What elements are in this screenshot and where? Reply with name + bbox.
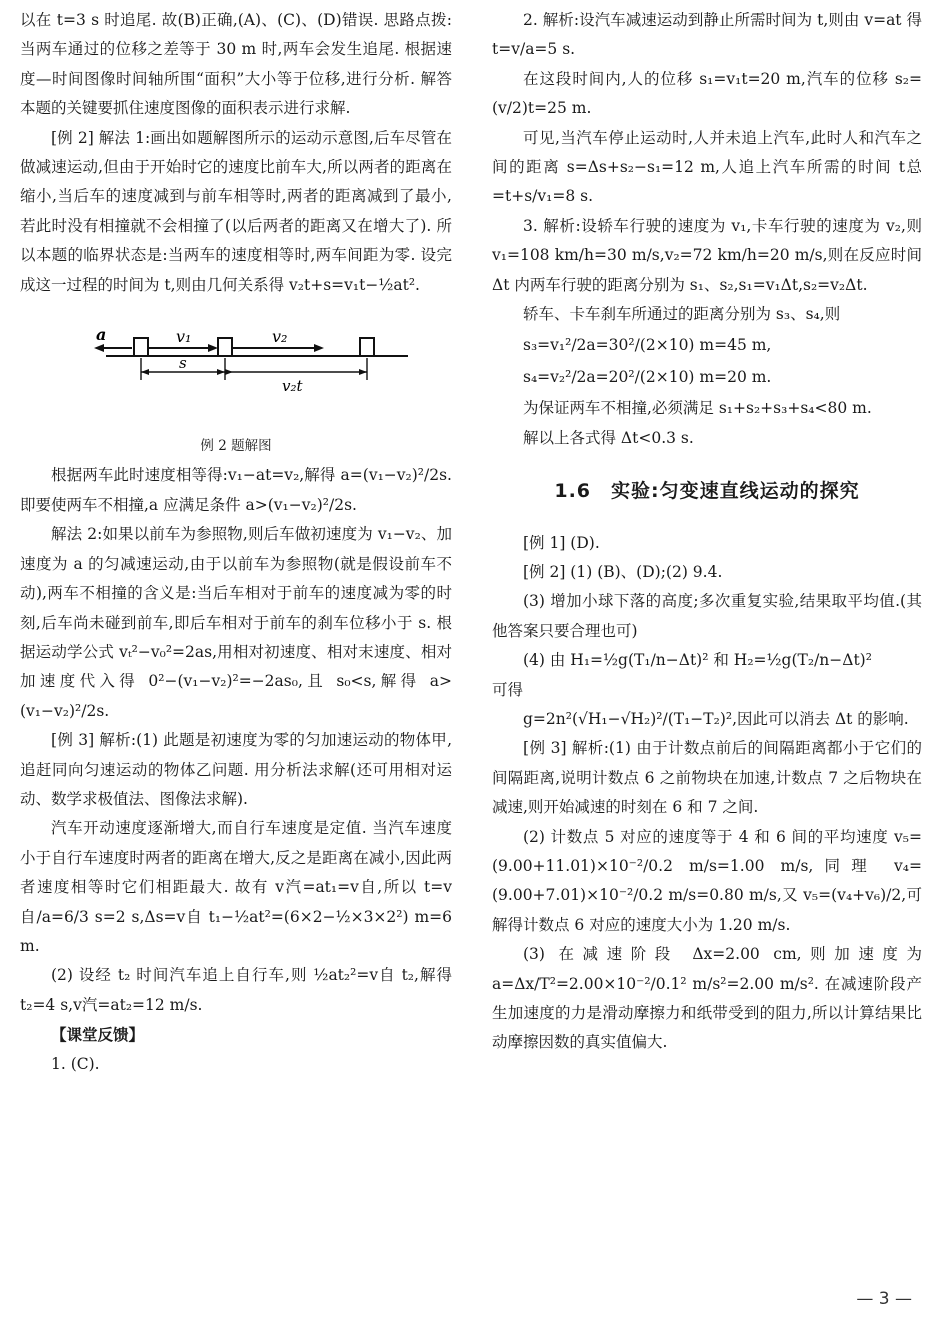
intro-paragraph: 以在 t=3 s 时追尾. 故(B)正确,(A)、(C)、(D)错误. 思路点拨:当两车通过的位移之差等于 30 m 时,两车会发生追尾. 根据速度—时间图像时间轴所围“面积”大小等于位移,进行分析. 解答本题的关键要抓住速度图像的面积表示进行求解. (20, 11, 452, 118)
feedback-3-braking: 轿车、卡车刹车所通过的距离分别为 s₃、s₄,则 (523, 305, 841, 324)
label-v1: v₁ (176, 327, 192, 347)
equation-s4: s₄=v₂²/2a=20²/(2×10) m=20 m. (523, 367, 772, 386)
motion-diagram (20, 310, 452, 430)
example3-part2: (2) 设经 t₂ 时间汽车追上自行车,则 ½at₂²=v自 t₂,解得 t₂=4 s,v汽=at₂=12 m/s. (20, 966, 452, 1014)
feedback-3-condition: 为保证两车不相撞,必须满足 s₁+s₂+s₃+s₄<80 m. (523, 399, 872, 418)
label-v2t: v₂t (282, 377, 303, 396)
section-example-1: [例 1] (D). (523, 533, 600, 552)
left-column (20, 6, 452, 1079)
label-s: s (179, 354, 187, 373)
feedback-title: 【课堂反馈】 (51, 1025, 145, 1045)
feedback-answer-2: 2. 解析:设汽车减速运动到静止所需时间为 t,则由 v=at 得 t=v/a=5 s. (492, 11, 922, 59)
label-v2: v₂ (272, 327, 288, 347)
example2-figure (20, 310, 452, 461)
example2-method1: [例 2] 解法 1:画出如题解图所示的运动示意图,后车尽管在做减速运动,但由于开始时它的速度比前车大,所以两者的距离在缩小,当后车的速度减到与前车相等时,两者的距离减到了最小,若此时没有相撞就不会相撞了(以后两者的距离又在增大了). 所以本题的临界状态是:当两车的速度相等时,两车间距为零. 设完成这一过程的时间为 t,则由几何关系得 v₂t+s=v₁t−½at². (20, 128, 452, 294)
condition-paragraph: 根据两车此时速度相等得:v₁−at=v₂,解得 a=(v₁−v₂)²/2s. 即要使两车不相撞,a 应满足条件 a>(v₁−v₂)²/2s. (20, 466, 452, 514)
section-example-3: [例 3] 解析:(1) 由于计数点前后的间隔距离都小于它们的间隔距离,说明计数点 6 之前物块在加速,计数点 7 之后物块在减速,则开始减速的时刻在 6 和 7 之间. (492, 739, 922, 817)
feedback-2-displacement: 在这段时间内,人的位移 s₁=v₁t=20 m,汽车的位移 s₂=(v/2)t=25 m. (492, 69, 922, 118)
feedback-answer-1: 1. (C). (51, 1054, 100, 1073)
equation-g: g=2n²(√H₁−√H₂)²/(T₁−T₂)²,因此可以消去 Δt 的影响. (523, 709, 909, 728)
section-example-3-part2: (2) 计数点 5 对应的速度等于 4 和 6 间的平均速度 v₅=(9.00+11.01)×10⁻²/0.2 m/s=1.00 m/s,同理 v₄=(9.00+7.01)×10⁻²/0.2 m/s=0.80 m/s,又 v₅=(v₄+v₆)/2,可解得计数点 6 对应的速度大小为 1.20 m/s. (492, 827, 922, 934)
page-number: — 3 — (856, 1289, 912, 1309)
figure-caption: 例 2 题解图 (200, 438, 272, 455)
front-car-end (360, 338, 374, 356)
feedback-3-result: 解以上各式得 Δt<0.3 s. (523, 428, 694, 447)
section-example-2-part3: (3) 增加小球下落的高度;多次重复实验,结果取平均值.(其他答案只要合理也可) (492, 592, 922, 640)
section-example-2: [例 2] (1) (B)、(D);(2) 9.4. (523, 562, 723, 581)
feedback-2-conclusion: 可见,当汽车停止运动时,人并未追上汽车,此时人和汽车之间的距离 s=Δs+s₂−s₁=12 m,人追上汽车所需的时间 t总=t+s/v₁=8 s. (492, 128, 922, 206)
front-car-start (218, 338, 232, 356)
label-a: a (96, 325, 107, 345)
example2-method2: 解法 2:如果以前车为参照物,则后车做初速度为 v₁−v₂、加速度为 a 的匀减速运动,由于以前车为参照物(就是假设前车不动),两车不相撞的含义是:当后车相对于前车的速度减为零的时刻,后车尚未碰到前车,即后车相对于前车的刹车位移小于 s. 根据运动学公式 vₜ²−v₀²=2as,用相对初速度、相对末速度、相对加速度代入得 0²−(v₁−v₂)²=−2as₀,且 s₀<s,解得 a>(v₁−v₂)²/2s. (20, 525, 452, 720)
feedback-answer-3: 3. 解析:设轿车行驶的速度为 v₁,卡车行驶的速度为 v₂,则 v₁=108 km/h=30 m/s,v₂=72 km/h=20 m/s,则在反应时间 Δt 内两车行驶的距离分别为 s₁、s₂,s₁=v₁Δt,s₂=v₂Δt. (492, 216, 922, 294)
section-example-2-part4: (4) 由 H₁=½g(T₁/n−Δt)² 和 H₂=½g(T₂/n−Δt)² (523, 651, 872, 670)
section-example-2-thus: 可得 (492, 680, 524, 699)
section-title: 1.6 实验:匀变速直线运动的探究 (554, 480, 860, 503)
equation-s3: s₃=v₁²/2a=30²/(2×10) m=45 m, (523, 336, 772, 355)
example3-part1: [例 3] 解析:(1) 此题是初速度为零的匀加速运动的物体甲,追赶同向匀速运动的物体乙问题. 用分析法求解(还可用相对运动、数学求极值法、图像法求解). (20, 731, 452, 808)
right-column (492, 6, 922, 1058)
rear-car (134, 338, 148, 356)
section-example-3-part3: (3) 在减速阶段 Δx=2.00 cm,则加速度为 a=Δx/T²=2.00×10⁻²/0.1² m/s²=2.00 m/s². 在减速阶段产生加速度的力是滑动摩擦力和纸带受到的阻力,所以计算结果比动摩擦因数的真实值偏大. (492, 945, 922, 1052)
example3-car-analysis: 汽车开动速度逐渐增大,而自行车速度是定值. 当汽车速度小于自行车速度时两者的距离在增大,反之是距离在减小,因此两者速度相等时它们相距最大. 故有 v汽=at₁=v自,所以 t=v自/a=6/3 s=2 s,Δs=v自 t₁−½at²=(6×2−½×3×2²) m=6 m. (20, 819, 452, 955)
